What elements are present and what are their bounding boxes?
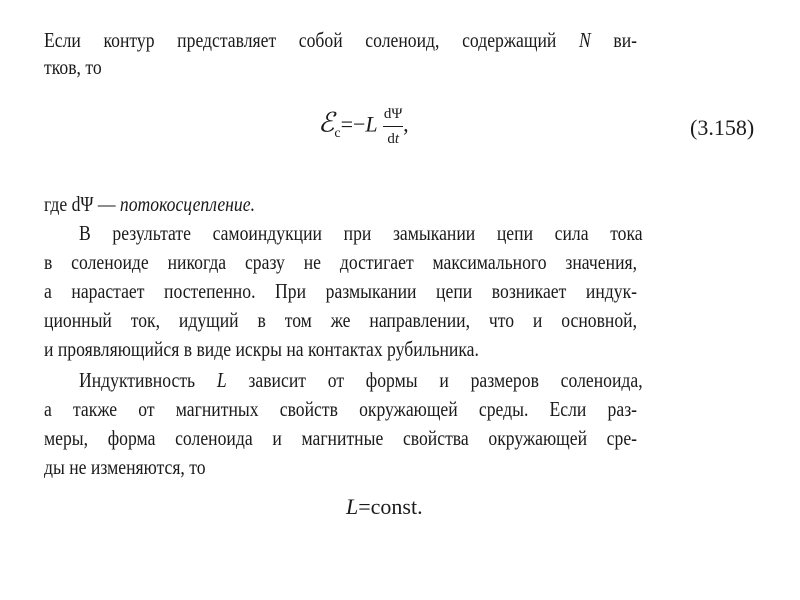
fraction-bar: [383, 126, 403, 127]
equation-number: (3.158): [690, 115, 755, 140]
formula-emf-self-induction: [318, 105, 409, 148]
denominator-t: t: [394, 131, 399, 147]
emf-subscript: c: [334, 125, 341, 141]
para1-line2: тков, то: [44, 55, 102, 79]
derivative-fraction: [383, 105, 403, 148]
inductance-symbol: L: [365, 111, 378, 137]
para2-line: а нарастает постепенно. При размыкании цепи возникает индук-: [44, 279, 638, 303]
const-text: =const.: [358, 494, 423, 519]
variable-n: N: [578, 28, 591, 52]
para2-line: ционный ток, идущий в том же направлении, что и основной,: [44, 308, 638, 332]
para3-line: а также от магнитных свойств окружающей среды. Если раз-: [44, 397, 638, 421]
para3-text: Индуктивность: [79, 368, 217, 392]
para3-line1: [79, 367, 643, 393]
para1-text: Если контур представляет собой соленоид, содержащий: [44, 28, 579, 52]
variable-l: L: [216, 368, 227, 392]
para2-line: В результате самоиндукции при замыкании цепи сила тока: [79, 221, 643, 245]
equals-minus: =−: [340, 111, 366, 137]
para3-line: меры, форма соленоида и магнитные свойства окружающей сре-: [44, 426, 638, 450]
emf-symbol: ℰ: [318, 107, 335, 138]
formula-l-const: [346, 494, 423, 520]
fraction-numerator: dΨ: [383, 106, 403, 122]
para3-text-rest: зависит от формы и размеров соленоида,: [226, 368, 643, 392]
para3-line: ды не изменяются, то: [44, 455, 206, 479]
formula-comma: ,: [403, 111, 409, 137]
inductance-symbol: L: [346, 494, 359, 519]
term-flux-linkage: потокосцепление.: [119, 192, 255, 216]
para1-line1: [44, 27, 637, 53]
where-line: [44, 191, 637, 217]
denominator-d: d: [387, 131, 395, 147]
where-prefix: где dΨ —: [44, 192, 120, 216]
para2-line: в соленоиде никогда сразу не достигает максимального значения,: [44, 250, 638, 274]
para2-line: и проявляющийся в виде искры на контактах рубильника.: [44, 337, 479, 361]
fraction-denominator: [383, 130, 403, 148]
para1-hyphen: ви-: [590, 28, 638, 52]
